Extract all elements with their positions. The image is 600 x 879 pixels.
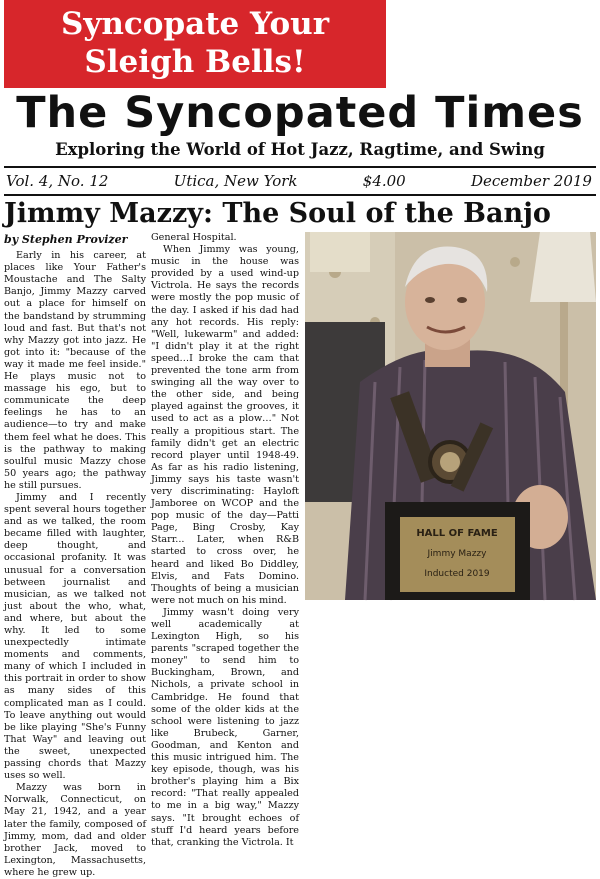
issue-date: December 2019: [470, 172, 592, 190]
article-paragraph: Jimmy wasn't doing very well academically at Lexington High, so his parents "scraped together the money" to send him to Buckingham, Brown, and Nichols, a private school in Cambridge. He found that some of the older kids at the school were listening to jazz like Brubeck, Garner, Goodman, and Kenton and this music intrigued him. The key episode, though, was his brother's playing him a Bix record: "That really appealed to me in a big way," Mazzy says. "It brought echoes of stuff I'd heard years before that, cranking the Victrola. It: [151, 606, 299, 848]
plaque-line-2: Jimmy Mazzy: [427, 549, 487, 559]
plaque-line-1: HALL OF FAME: [416, 528, 498, 539]
newspaper-title: The Syncopated Times: [16, 88, 584, 138]
issue-info-bar: [6, 170, 592, 192]
newspaper-tagline: Exploring the World of Hot Jazz, Ragtime, and Swing: [55, 140, 545, 159]
article-column-1: [4, 232, 146, 878]
article-column-2: [151, 232, 299, 848]
banner-line-2: Sleigh Bells!: [84, 44, 306, 80]
issue-price: $4.00: [362, 172, 406, 190]
issue-volume: Vol. 4, No. 12: [6, 172, 109, 190]
plaque-line-3: Inducted 2019: [424, 569, 490, 579]
article-byline: by Stephen Provizer: [4, 233, 128, 246]
bottom-rule: [4, 194, 596, 196]
article-paragraph: General Hospital.: [151, 232, 237, 243]
article-photo: [305, 232, 596, 600]
promo-banner: [4, 0, 386, 88]
top-rule: [4, 166, 596, 168]
banner-line-1: Syncopate Your: [60, 6, 330, 42]
issue-location: Utica, New York: [173, 172, 298, 190]
photo-illustration: [305, 232, 596, 600]
article-paragraph: When Jimmy was young, music in the house was provided by a used wind-up Victrola. He says the records were mostly the pop music of the day. I asked if his dad had any hot records. His reply: "Well, lukewarm" and added: "I didn't play it at the right speed…I broke the cam that prevented the tone arm from swinging all the way over to the other side, and being played against the grooves, it used to act as a plow…" Not really a propitious start. The family didn't get an electric record player until 1948-49. As far as his radio listening, Jimmy says his taste wasn't very discriminating: Hayloft Jamboree on WCOP and the pop music of the day—Patti Page, Bing Crosby, Kay Starr... Later, when R&B started to cross over, he heard and liked Bo Diddley, Elvis, and Fats Domino. Thoughts of being a musician were not much on his mind.: [151, 244, 299, 606]
article-paragraph: Jimmy and I recently spent several hours together and as we talked, the room became filled with laughter, deep thought, and occasional profanity. It was unusual for a conversation between journalist and musician, as we talked not just about the who, what, and where, but about the why. It led to some unexpectedly intimate moments and comments, many of which I included in this portrait in order to show as many sides of this complicated man as I could. To leave anything out would be like playing "She's Funny That Way" and leaving out the sweet, unexpected passing chords that Mazzy uses so well.: [4, 491, 146, 782]
article-paragraph: Mazzy was born in Norwalk, Connecticut, on May 21, 1942, and a year later the family, composed of Jimmy, mom, dad and older brother Jack, moved to Lexington, Massachusetts, where he grew up.: [4, 782, 146, 878]
article-headline: Jimmy Mazzy: The Soul of the Banjo: [4, 198, 551, 229]
article-paragraph: Early in his career, at places like Your Father's Moustache and The Salty Banjo, Jimmy Mazzy carved out a place for himself on the bandstand by strumming loud and fast. But that's not why Mazzy got into jazz. He got into it: "because of the way it made me feel inside." He plays music not to massage his ego, but to communicate the deep feelings he has to an audience—to try and make them feel what he does. This is the pathway to making soulful music Mazzy chose 50 years ago; the pathway he still pursues.: [4, 250, 146, 491]
